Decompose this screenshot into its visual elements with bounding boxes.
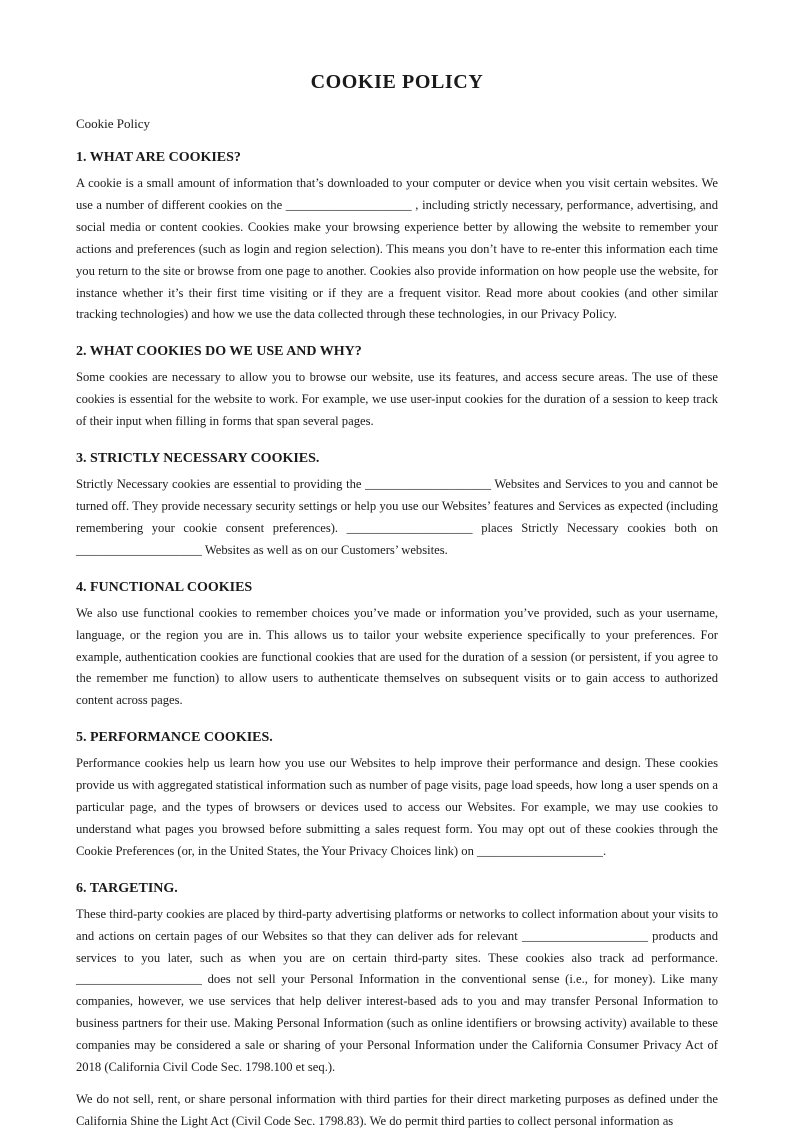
section-heading: 2. WHAT COOKIES DO WE USE AND WHY? [76, 344, 362, 360]
section-performance-cookies [76, 729, 718, 863]
section-heading: 6. TARGETING. [76, 880, 178, 896]
section-paragraph: A cookie is a small amount of information that’s downloaded to your computer or device when you visit certain websites. We use a number of different cookies on the ____________________ , including strictly necessary, performance, advertising, and social media or content cookies. Cookies make your browsing experience better by allowing the website to remember your actions and preferences (such as login and region selection). This means you don’t have to re-enter this information each time you return to the site or browse from one page to another. Cookies also provide information on how people use the website, for instance whether it’s their first time visiting or if they are a frequent visitor. Read more about cookies (and other similar tracking technologies) and how we use the data collected through these technologies, in our Privacy Policy. [76, 176, 718, 322]
section-paragraph: We do not sell, rent, or share personal information with third parties for their direct marketing purposes as defined under the California Shine the Light Act (Civil Code Sec. 1798.83). We do permit third parties to collect personal information as [76, 1092, 718, 1128]
section-functional-cookies [76, 579, 718, 713]
section-heading: 4. FUNCTIONAL COOKIES [76, 579, 253, 595]
section-heading: 1. WHAT ARE COOKIES? [76, 150, 241, 165]
section-paragraph: Performance cookies help us learn how you use our Websites to help improve their performance and design. These cookies provide us with aggregated statistical information such as number of page visits, page load speeds, how long a user spends on a particular page, and the types of browsers or devices used to access our Websites. For example, we may use cookies to understand what pages you browsed before submitting a sales request form. You may opt out of these cookies through the Cookie Preferences (or, in the United States, the Your Privacy Choices link) on ____________________. [76, 756, 718, 858]
section-targeting [76, 880, 718, 1133]
document-page [76, 70, 718, 1133]
section-paragraph: Some cookies are necessary to allow you to browse our website, use its features, and access secure areas. The use of these cookies is essential for the website to work. For example, we use user-input cookies for the duration of a session to keep track of their input when filling in forms that span several pages. [76, 370, 718, 429]
section-paragraph: These third-party cookies are placed by third-party advertising platforms or networks to collect information about your visits to and actions on certain pages of our Websites so that they can deliver ads for relevant ____________________ products and services to you later, such as when you are on certain third-party sites. These cookies also track ad performance. ____________________ does not sell your Personal Information in the conventional sense (i.e., for money). Like many companies, however, we use services that help deliver interest-based ads to you and may transfer Personal Information to business partners for their use. Making Personal Information (such as online identifiers or browsing activity) available to these companies may be considered a sale or sharing of your Personal Information under the California Consumer Privacy Act of 2018 (California Civil Code Sec. 1798.100 et seq.). [76, 906, 718, 1075]
section-what-cookies-we-use [76, 343, 718, 433]
section-paragraph: Strictly Necessary cookies are essential to providing the ____________________ Websites and Services to you and cannot be turned off. They provide necessary security settings or help you use our Websites’ features and Services as expected (including remembering your cookie consent preferences). ____________________ places Strictly Necessary cookies both on ____________________ Websites as well as on our Customers’ websites. [76, 477, 718, 557]
section-strictly-necessary-cookies [76, 450, 718, 562]
document-subtitle: Cookie Policy [76, 116, 151, 131]
section-heading: 5. PERFORMANCE COOKIES. [76, 730, 273, 746]
section-paragraph: We also use functional cookies to remember choices you’ve made or information you’ve provided, such as your username, language, or the region you are in. This allows us to tailor your website experience specifically to your preferences. For example, authentication cookies are functional cookies that are used for the duration of a session (or persistent, if you agree to the remember me function) to allow users to authenticate themselves on subsequent visits or to gain access to authorized content across pages. [76, 605, 718, 708]
document-title: COOKIE POLICY [310, 71, 484, 93]
section-heading: 3. STRICTLY NECESSARY COOKIES. [76, 451, 320, 467]
section-what-are-cookies [76, 149, 718, 326]
